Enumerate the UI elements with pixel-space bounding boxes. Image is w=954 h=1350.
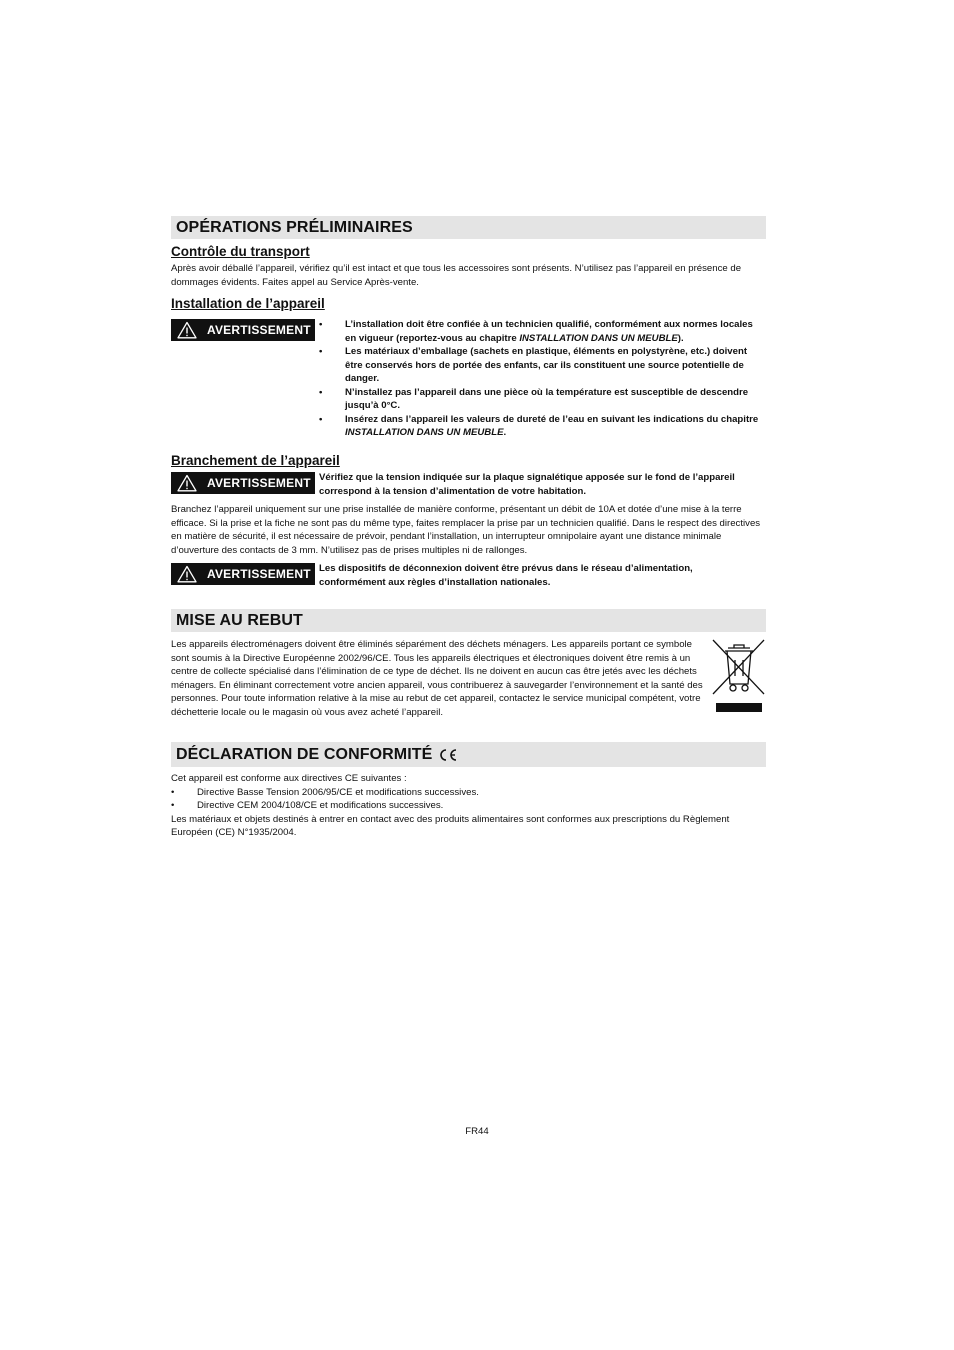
warning-badge [171, 563, 315, 585]
list-item: • N’installez pas l’appareil dans une pièce où la température est susceptible de descendre jusqu’à 0°C. [319, 386, 749, 412]
warning-text: Vérifiez que la tension indiquée sur la plaque signalétique apposée sur le fond de l’appareil correspond à la tension d’alimentation de votre habitation. [319, 472, 735, 497]
page-content [171, 216, 766, 840]
conformite-intro: Cet appareil est conforme aux directives CE suivantes : [171, 773, 407, 785]
warning-label: AVERTISSEMENT [207, 567, 311, 582]
warning-label: AVERTISSEMENT [207, 476, 311, 491]
installation-warning [171, 319, 766, 440]
list-item: • Directive Basse Tension 2006/95/CE et modifications successives. [171, 786, 479, 798]
warning-triangle-icon [177, 474, 197, 492]
subheading-transport: Contrôle du transport [171, 244, 310, 259]
rebut-text: Les appareils électroménagers doivent être éliminés séparément des déchets ménagers. Les appareils portant ce symbole sont soumis à la Directive Européenne 2002/96/CE. Tous les appareils électriques et électroniques doivent être remis à un centre de collecte spécialisé dans l’élimination de ce type de déchet. Ils ne doivent en aucun cas être jetés avec les déchets ménagers. En éliminant correctement votre ancien appareil, vous contribuerez à sauvegarder l’environnement et la santé des personnes. Pour toute information relative à la mise au rebut de cet appareil, contactez le service municipal compétent, votre déchetterie locale ou le magasin où vous avez acheté l’appareil. [171, 639, 703, 718]
section-header-conformite [171, 742, 766, 767]
section-header-preliminaires [171, 216, 766, 239]
subheading-branchement: Branchement de l’appareil [171, 452, 340, 468]
warning-text: Les dispositifs de déconnexion doivent être prévus dans le réseau d’alimentation, conformément aux règles d’installation nationales. [319, 563, 693, 588]
section-title: MISE AU REBUT [176, 611, 303, 629]
list-item: • Insérez dans l’appareil les valeurs de dureté de l’eau en suivant les indications du chapitre INSTALLATION DANS UN MEUBLE. [319, 413, 759, 439]
warning-label: AVERTISSEMENT [207, 323, 311, 338]
list-item: • L’installation doit être confiée à un technicien qualifié, conformément aux normes locales en vigueur (reportez-vous au chapitre INSTALLATION DANS UN MEUBLE). [319, 319, 753, 344]
rebut-block [171, 638, 766, 719]
conformite-list [171, 786, 766, 813]
warning-badge [171, 472, 315, 494]
transport-text: Après avoir déballé l’appareil, vérifiez qu’il est intact et que tous les accessoires sont présents. N’utilisez pas l’appareil en présence de dommages évidents. Faites appel au Service Après-vente. [171, 263, 742, 288]
branchement-warning-1 [171, 472, 766, 498]
conformite-outro: Les matériaux et objets destinés à entrer en contact avec des produits alimentaires sont conformes aux prescriptions du Règlement Européen (CE) N°1935/2004. [171, 813, 730, 839]
list-item: • Les matériaux d’emballage (sachets en plastique, éléments en polystyrène, etc.) doivent être conservés hors de portée des enfants, car ils constituent une source potentielle de danger. [319, 346, 748, 385]
subheading-installation: Installation de l’appareil [171, 296, 325, 312]
page-number: FR44 [465, 1126, 489, 1137]
warning-triangle-icon [177, 321, 197, 339]
warning-badge [171, 319, 315, 341]
section-title: OPÉRATIONS PRÉLIMINAIRES [176, 218, 413, 236]
crossed-out-wheelie-bin-icon [712, 638, 766, 719]
warning-triangle-icon [177, 565, 197, 583]
section-header-rebut [171, 609, 766, 632]
branchement-warning-2 [171, 563, 766, 589]
section-title: DÉCLARATION DE CONFORMITÉ [176, 745, 433, 763]
list-item: • Directive CEM 2004/108/CE et modifications successives. [171, 800, 444, 812]
ce-mark-icon [438, 748, 458, 762]
installation-bullets [319, 318, 762, 440]
branchement-text: Branchez l’appareil uniquement sur une prise installée de manière conforme, présentant un débit de 10A et dotée d’une mise à la terre efficace. Si la prise et la fiche ne sont pas du même type, faites remplacer la prise par un technicien qualifié. Dans le respect des directives en matière de sécurité, il est nécessaire de prévoir, pendant l’installation, un interrupteur omnipolaire ayant une distance minimale d’ouverture des contacts de 3 mm. N’utilisez pas de prises multiples ni de rallonges. [171, 504, 761, 556]
